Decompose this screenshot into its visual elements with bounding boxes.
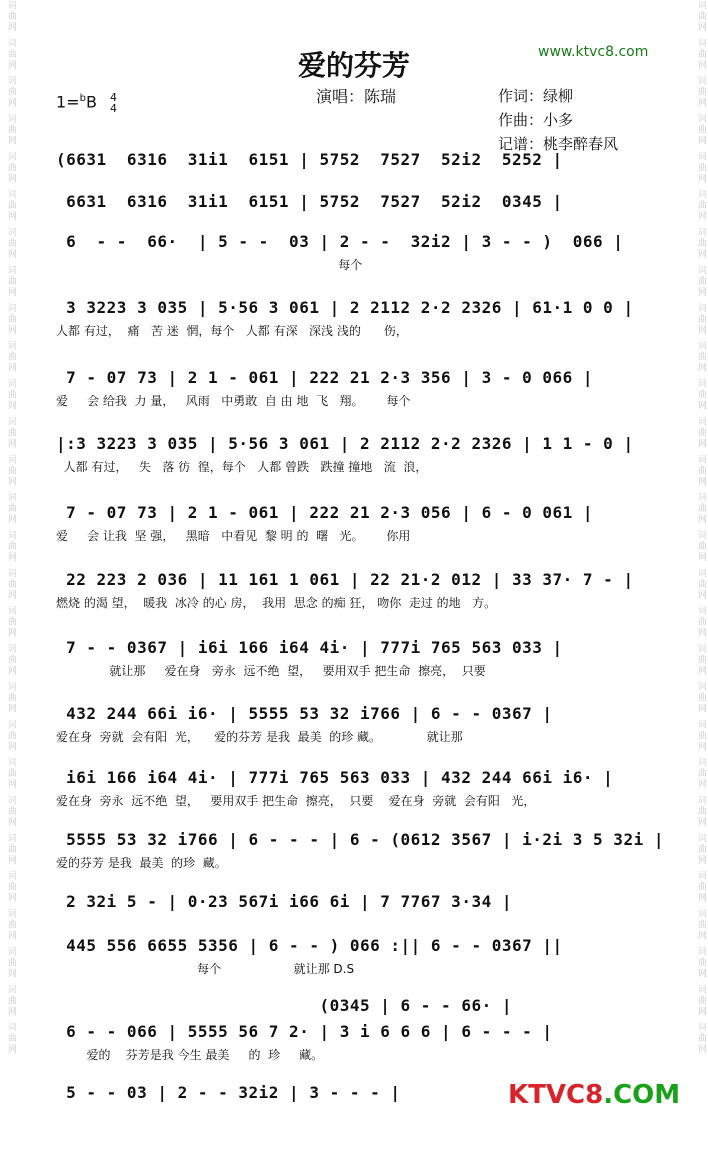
- singer-credit: 演唱：陈瑞: [316, 87, 397, 106]
- time-unit: 4: [110, 102, 118, 115]
- notation-row: i6i 166 i64 4i· | 777i 765 563 033 | 432 244 66i i6· |: [56, 768, 614, 787]
- lyric-row: 爱的 芬芳是我 今生 最美 的 珍 藏。: [56, 1048, 324, 1062]
- song-title: 爱的芬芳: [297, 49, 410, 82]
- lyric-row: 每个 就让那 D.S: [56, 962, 355, 976]
- notation-row: 7 - 07 73 | 2 1 - 061 | 222 21 2·3 356 | 3 - 0 066 |: [56, 368, 594, 387]
- watermark-left: 词曲网 词曲网 词曲网 词曲网 词曲网 词曲网 词曲网 词曲网 词曲网 词曲网 词曲网 词曲网 词曲网 词曲网 词曲网 词曲网 词曲网 词曲网 词曲网 词曲网 词曲网 词曲网 词曲网 词曲网 词曲网 词曲网 词曲网 词曲网: [6, 0, 16, 1056]
- key-signature: [56, 92, 117, 114]
- lyric-row: 爱在身 旁就 会有阳 光， 爱的芬芳 是我 最美 的珍 藏。 就让那: [56, 730, 463, 744]
- time-signature: [110, 92, 117, 114]
- lyric-row: 就让那 爱在身 旁永 远不绝 望， 要用双手 把生命 擦亮， 只要: [56, 664, 486, 678]
- notation-row: (0345 | 6 - - 66· |: [56, 996, 512, 1015]
- watermark-right: 词曲网 词曲网 词曲网 词曲网 词曲网 词曲网 词曲网 词曲网 词曲网 词曲网 词曲网 词曲网 词曲网 词曲网 词曲网 词曲网 词曲网 词曲网 词曲网 词曲网 词曲网 词曲网 词曲网 词曲网 词曲网 词曲网 词曲网 词曲网: [696, 0, 706, 1056]
- notation-row: 432 244 66i i6· | 5555 53 32 i766 | 6 - - 0367 |: [56, 704, 553, 723]
- lyric-row: 爱 会 给我 力 量， 风雨 中勇敢 自 由 地 飞 翔。 每个: [56, 394, 411, 408]
- logo-suffix: .COM: [603, 1080, 681, 1110]
- notation-row: 3 3223 3 035 | 5·56 3 061 | 2 2112 2·2 2326 | 61·1 0 0 |: [56, 298, 634, 317]
- lyric-row: 爱 会 让我 坚 强， 黑暗 中看见 黎 明 的 曙 光。 你用: [56, 529, 411, 543]
- notation-row: 7 - - 0367 | i6i 166 i64 4i· | 777i 765 563 033 |: [56, 638, 563, 657]
- lyric-row: 爱的芬芳 是我 最美 的珍 藏。: [56, 856, 227, 870]
- notation-row: (6631 6316 31i1 6151 | 5752 7527 52i2 5252 |: [56, 150, 563, 169]
- lyricist-credit: 作词：绿柳: [498, 87, 574, 105]
- notation-row: 6 - - 66· | 5 - - 03 | 2 - - 32i2 | 3 - - ) 066 |: [56, 232, 624, 251]
- key-note: B: [85, 92, 97, 112]
- composer-credit: 作曲：小多: [498, 111, 574, 129]
- time-beats: 4: [110, 91, 118, 104]
- key-flat: b: [79, 93, 86, 105]
- logo-main: KTVC8: [508, 1080, 604, 1110]
- notation-row: 5555 53 32 i766 | 6 - - - | 6 - (0612 3567 | i·2i 3 5 32i |: [56, 830, 664, 849]
- notation-row: 6 - - 066 | 5555 56 7 2· | 3 i 6 6 6 | 6 - - - |: [56, 1022, 553, 1041]
- notation-row: 445 556 6655 5356 | 6 - - ) 066 :|| 6 - - 0367 ||: [56, 936, 563, 955]
- notation-row: 7 - 07 73 | 2 1 - 061 | 222 21 2·3 056 | 6 - 0 061 |: [56, 503, 594, 522]
- lyric-row: 每个: [56, 258, 363, 272]
- notation-row: 5 - - 03 | 2 - - 32i2 | 3 - - - |: [56, 1083, 401, 1102]
- notation-row: 22 223 2 036 | 11 161 1 061 | 22 21·2 012 | 33 37· 7 - |: [56, 570, 634, 589]
- lyric-row: 人都 有过， 失 落 彷 徨，每个 人都 曾跌 跌撞 撞地 流 浪，: [56, 460, 428, 474]
- notation-row: 6631 6316 31i1 6151 | 5752 7527 52i2 0345 |: [56, 192, 563, 211]
- key-prefix: 1=: [56, 92, 80, 112]
- notation-row: 2 32i 5 - | 0·23 567i i66 6i | 7 7767 3·34 |: [56, 892, 512, 911]
- lyric-row: 燃烧 的渴 望， 暖我 冰冷 的心 房， 我用 思念 的痴 狂， 吻你 走过 的地 方。: [56, 596, 497, 610]
- transcriber-credit: 记谱：桃李醉春风: [498, 135, 619, 153]
- credits: [498, 84, 618, 156]
- site-url[interactable]: www.ktvc8.com: [538, 44, 649, 60]
- notation-row: |:3 3223 3 035 | 5·56 3 061 | 2 2112 2·2 2326 | 1 1 - 0 |: [56, 434, 634, 453]
- lyric-row: 爱在身 旁永 远不绝 望， 要用双手 把生命 擦亮， 只要 爱在身 旁就 会有阳 光，: [56, 794, 536, 808]
- ktvc8-logo: [508, 1080, 680, 1110]
- lyric-row: 人都 有过， 痛 苦 迷 惘，每个 人都 有深 深浅 浅的 伤，: [56, 324, 408, 338]
